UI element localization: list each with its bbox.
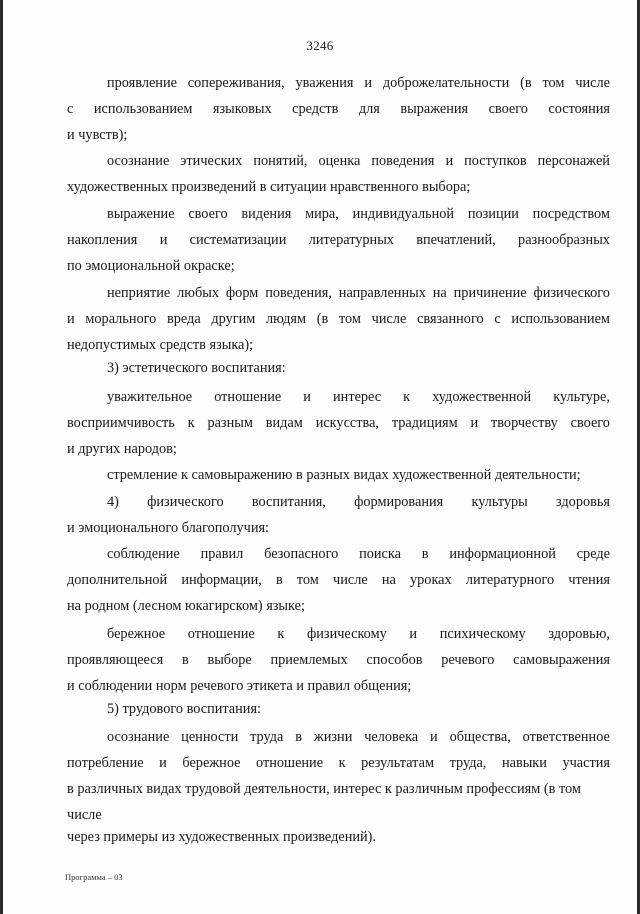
text-line: бережное отношение к физическому и психическому здоровью, — [107, 626, 610, 642]
text-line: уважительное отношение и интерес к художественной культуре, — [107, 389, 610, 405]
text-line: соблюдение правил безопасного поиска в информационной среде — [107, 546, 610, 562]
paragraph — [67, 489, 610, 541]
text-line: восприимчивость к разным видам искусства, традициям и творчеству своего — [67, 415, 610, 431]
text-line: и чувств); — [67, 127, 128, 143]
paragraph — [67, 824, 610, 850]
text-line: накопления и систематизации литературных впечатлений, разнообразных — [67, 232, 610, 248]
text-line: выражение своего видения мира, индивидуальной позиции посредством — [107, 206, 610, 222]
text-line: по эмоциональной окраске; — [67, 258, 235, 274]
text-line: и других народов; — [67, 441, 177, 457]
text-line: числе — [67, 807, 102, 823]
text-line: 3) эстетического воспитания: — [107, 360, 286, 376]
paragraph — [67, 384, 610, 462]
text-line: неприятие любых форм поведения, направленных на причинение физического — [107, 285, 610, 301]
scan-edge-left — [0, 0, 3, 914]
paragraph — [67, 201, 610, 279]
paragraph — [67, 280, 610, 358]
paragraph — [67, 148, 610, 200]
paragraph — [67, 621, 610, 699]
text-line: в различных видах трудовой деятельности, интерес к различным профессиям (в том — [67, 781, 581, 797]
page-number: 3246 — [306, 38, 334, 53]
text-line: недопустимых средств языка); — [67, 337, 254, 353]
text-line: проявление сопереживания, уважения и доброжелательности (в том числе — [107, 75, 610, 91]
paragraph — [67, 696, 610, 722]
paragraph — [67, 70, 610, 148]
page-footer: Программа – 03 — [65, 872, 123, 882]
text-line: на родном (лесном юкагирском) языке; — [67, 598, 305, 614]
text-line: через примеры из художественных произведений). — [67, 829, 376, 845]
text-line: с использованием языковых средств для выражения своего состояния — [67, 101, 610, 117]
paragraph — [67, 724, 610, 828]
text-line: и соблюдении норм речевого этикета и правил общения; — [67, 678, 412, 694]
text-line: дополнительной информации, в том числе на уроках литературного чтения — [67, 572, 610, 588]
paragraph — [67, 541, 610, 619]
text-line: осознание этических понятий, оценка поведения и поступков персонажей — [107, 153, 610, 169]
text-line: осознание ценности труда в жизни человека и общества, ответственное — [107, 729, 610, 745]
text-line: проявляющееся в выборе приемлемых способов речевого самовыражения — [67, 652, 610, 668]
paragraph — [67, 462, 610, 488]
text-line: потребление и бережное отношение к результатам труда, навыки участия — [67, 755, 610, 771]
text-line: художественных произведений в ситуации нравственного выбора; — [67, 179, 471, 195]
paragraph — [67, 355, 610, 381]
text-line: и эмоционального благополучия: — [67, 520, 270, 536]
text-line: и морального вреда другим людям (в том числе связанного с использованием — [67, 311, 610, 327]
text-line: 4) физического воспитания, формирования культуры здоровья — [107, 494, 610, 510]
text-line: 5) трудового воспитания: — [107, 701, 261, 717]
text-line: стремление к самовыражению в разных видах художественной деятельности; — [107, 467, 581, 483]
